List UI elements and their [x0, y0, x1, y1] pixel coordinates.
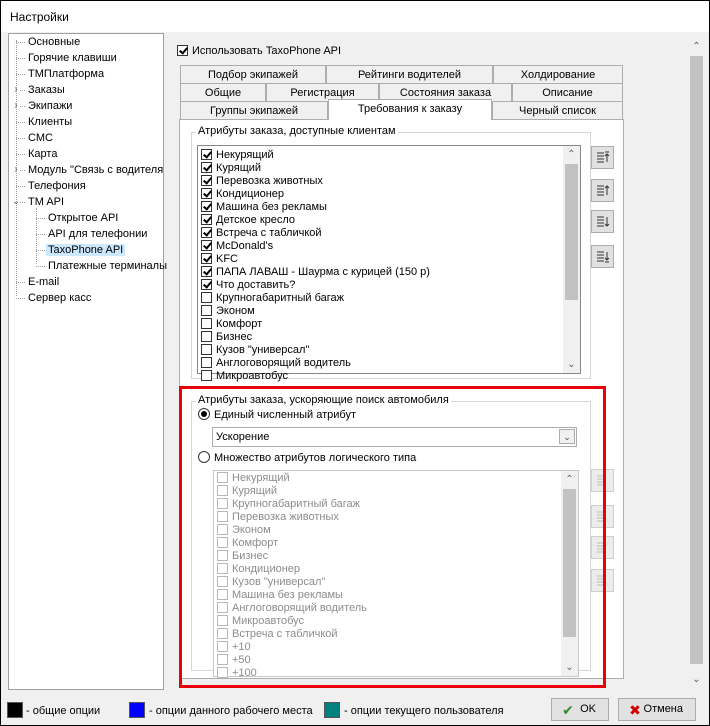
close-icon: ✖ [629, 702, 641, 718]
list-item[interactable]: Что доставить? [201, 279, 295, 292]
expand-icon[interactable]: › [14, 100, 18, 111]
list-item: Кондиционер [217, 563, 300, 576]
window-title: Настройки [10, 10, 69, 24]
scroll-up-icon[interactable]: ⌃ [692, 41, 701, 52]
tab-order-requirements[interactable]: Требования к заказу [328, 99, 492, 120]
tree-item-clients[interactable]: Клиенты [28, 116, 73, 128]
tab-crew-groups[interactable]: Группы экипажей [180, 101, 328, 119]
scroll-thumb[interactable] [690, 56, 703, 664]
legend-workplace: - опции данного рабочего места [149, 705, 313, 717]
list-item: Крупногабаритный багаж [217, 498, 360, 511]
tab-registration[interactable]: Регистрация [266, 83, 379, 101]
list-item: Курящий [217, 485, 277, 498]
speedup-attributes-title: Атрибуты заказа, ускоряющие поиск автомобиля [198, 394, 449, 406]
list-item[interactable]: Крупногабаритный багаж [201, 292, 344, 305]
tree-item-email[interactable]: E-mail [28, 276, 60, 288]
move-bottom-button-disabled [591, 569, 614, 592]
expand-icon[interactable]: › [14, 84, 18, 95]
radio-button[interactable] [198, 451, 210, 463]
tree-item-taxophone-api[interactable]: TaxoPhone API [48, 244, 124, 256]
list-item[interactable]: Курящий [201, 162, 261, 175]
use-api-checkbox[interactable]: Использовать TaxoPhone API [177, 44, 341, 60]
list-item: Перевозка животных [217, 511, 339, 524]
client-attributes-list[interactable] [197, 145, 581, 382]
scroll-up-icon[interactable]: ⌃ [567, 149, 576, 160]
list-item[interactable]: ПАПА ЛАВАШ - Шаурма с курицей (150 р) [201, 266, 430, 279]
list-item: +100 [217, 667, 257, 680]
tab-driver-ratings[interactable]: Рейтинги водителей [326, 65, 493, 83]
list-item[interactable]: McDonald's [201, 240, 273, 253]
move-bottom-icon [592, 246, 613, 267]
list-item[interactable]: Кузов "универсал" [201, 344, 309, 357]
move-down-icon [592, 211, 613, 232]
list-item[interactable]: Перевозка животных [201, 175, 323, 188]
list-item: Англоговорящий водитель [217, 602, 367, 615]
list-item[interactable]: Кондиционер [201, 188, 284, 201]
move-bottom-button[interactable] [591, 245, 614, 268]
legend-swatch-common [7, 702, 23, 718]
legend-common: - общие опции [26, 705, 101, 717]
scroll-down-icon[interactable]: ⌄ [692, 674, 701, 685]
tab-panel-order-requirements [179, 119, 624, 679]
legend-swatch-workplace [129, 702, 145, 718]
radio-button[interactable] [198, 408, 210, 420]
scroll-down-icon[interactable]: ⌄ [567, 359, 576, 370]
tree-item-driver-module[interactable]: Модуль "Связь с водителя [28, 164, 164, 176]
move-down-icon [592, 537, 613, 558]
radio-multiple-attributes[interactable]: Множество атрибутов логического типа [198, 451, 416, 465]
tree-item-tm-api[interactable]: TM API [28, 196, 65, 208]
list-item[interactable]: Некурящий [201, 149, 274, 162]
scroll-thumb[interactable] [563, 489, 576, 637]
tree-item-sms[interactable]: СМС [28, 132, 53, 144]
tree-item-payment-terminals[interactable]: Платежные терминалы [48, 260, 167, 272]
collapse-icon[interactable]: ⌄ [12, 196, 21, 207]
list-item[interactable]: Эконом [201, 305, 255, 318]
cancel-button[interactable]: ✖ Отмена [618, 698, 696, 721]
scroll-down-icon[interactable]: ⌄ [565, 662, 574, 673]
tree-item-map[interactable]: Карта [28, 148, 58, 160]
tree-item-main[interactable]: Основные [28, 36, 81, 48]
tab-holding[interactable]: Холдирование [493, 65, 623, 83]
move-top-icon [592, 470, 613, 491]
speedup-attribute-select[interactable]: Ускорение ⌄ [212, 427, 577, 447]
tree-item-cash-server[interactable]: Сервер касс [28, 292, 92, 304]
list-item: Некурящий [217, 472, 290, 485]
move-up-button[interactable] [591, 179, 614, 202]
tab-crew-selection[interactable]: Подбор экипажей [180, 65, 326, 83]
checkbox-box[interactable] [177, 45, 188, 56]
move-up-button-disabled [591, 505, 614, 528]
move-bottom-icon [592, 570, 613, 591]
title-bar [1, 1, 709, 32]
legend-swatch-user [324, 702, 340, 718]
client-attributes-scrollbar[interactable] [563, 146, 580, 373]
list-item: Эконом [217, 524, 271, 537]
ok-button[interactable]: ✔ OK [551, 698, 609, 721]
expand-icon[interactable]: › [14, 164, 18, 175]
speedup-attributes-scrollbar[interactable] [561, 471, 578, 676]
speedup-attributes-list[interactable] [213, 470, 579, 677]
list-item[interactable]: Комфорт [201, 318, 262, 331]
list-item: Комфорт [217, 537, 278, 550]
tree-item-tmplatform[interactable]: ТМПлатформа [28, 68, 105, 80]
tree-item-telephony[interactable]: Телефония [28, 180, 86, 192]
settings-content [166, 33, 684, 688]
move-up-icon [592, 506, 613, 527]
tree-item-hotkeys[interactable]: Горячие клавиши [28, 52, 117, 64]
list-item[interactable]: Бизнес [201, 331, 252, 344]
check-icon: ✔ [562, 702, 574, 718]
tree-item-telephony-api[interactable]: API для телефонии [48, 228, 148, 240]
scroll-thumb[interactable] [565, 164, 578, 300]
list-item[interactable]: Детское кресло [201, 214, 295, 227]
tree-item-open-api[interactable]: Открытое API [48, 212, 119, 224]
list-item[interactable]: Микроавтобус [201, 370, 288, 383]
list-item[interactable]: Встреча с табличкой [201, 227, 322, 240]
list-item: +50 [217, 654, 251, 667]
move-top-button[interactable] [591, 146, 614, 169]
move-down-button-disabled [591, 536, 614, 559]
list-item: Бизнес [217, 550, 268, 563]
tree-item-orders[interactable]: Заказы [28, 84, 65, 96]
list-item[interactable]: Машина без рекламы [201, 201, 327, 214]
list-item[interactable]: KFC [201, 253, 238, 266]
list-item: Кузов "универсал" [217, 576, 325, 589]
move-up-icon [592, 180, 613, 201]
list-item: +10 [217, 641, 251, 654]
move-top-button-disabled [591, 469, 614, 492]
list-item[interactable]: Англоговорящий водитель [201, 357, 351, 370]
tree-item-crews[interactable]: Экипажи [28, 100, 73, 112]
list-item: Машина без рекламы [217, 589, 343, 602]
tab-general[interactable]: Общие [180, 83, 266, 101]
client-attributes-title: Атрибуты заказа, доступные клиентам [198, 125, 396, 137]
list-item: Встреча с табличкой [217, 628, 338, 641]
move-top-icon [592, 147, 613, 168]
scroll-up-icon[interactable]: ⌃ [565, 474, 574, 485]
radio-single-attribute[interactable]: Единый численный атрибут [198, 408, 356, 422]
settings-tree[interactable] [8, 33, 167, 690]
list-item: Микроавтобус [217, 615, 304, 628]
tab-order-states[interactable]: Состояния заказа [379, 83, 512, 101]
legend-user: - опции текущего пользователя [344, 705, 504, 717]
chevron-down-icon[interactable]: ⌄ [559, 429, 575, 444]
content-scrollbar[interactable] [688, 38, 705, 688]
tab-description[interactable]: Описание [512, 83, 623, 101]
move-down-button[interactable] [591, 210, 614, 233]
tab-blacklist[interactable]: Черный список [492, 101, 623, 119]
